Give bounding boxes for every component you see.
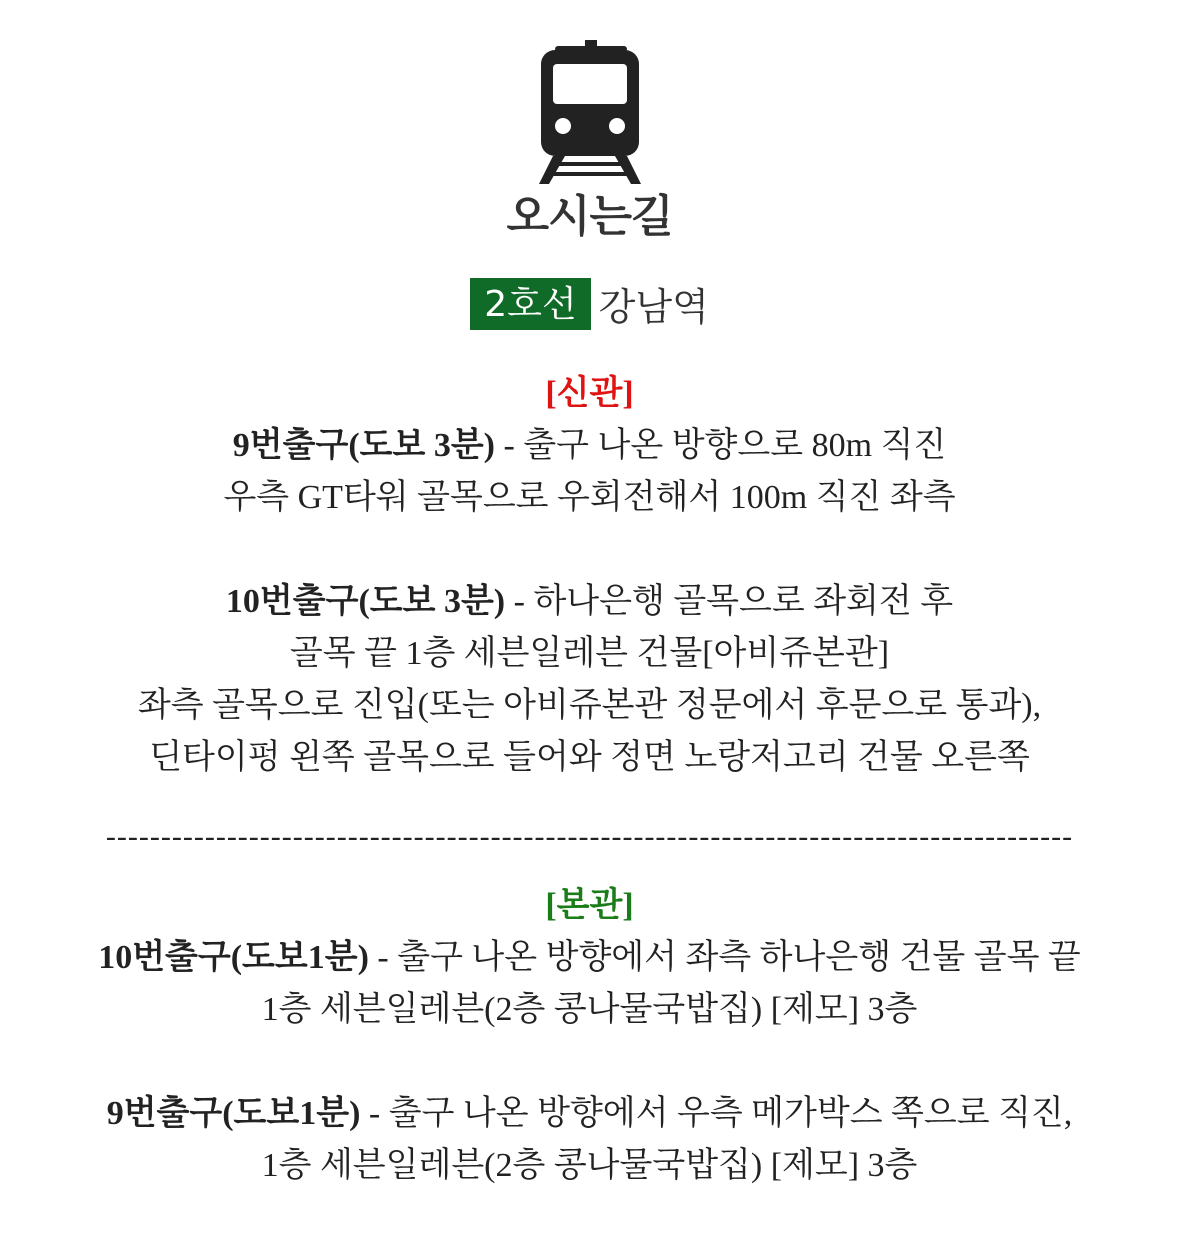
train-icon xyxy=(535,38,645,188)
exit-line xyxy=(0,932,1179,984)
divider: ---------------------------------------------------------------------------------------- xyxy=(105,820,1074,853)
exit-label: 9번출구(도보1분) xyxy=(106,1095,361,1132)
exit-label: 10번출구(도보1분) xyxy=(98,939,369,976)
exit-line xyxy=(0,576,1179,628)
main-building-section xyxy=(0,880,1179,1192)
exit-desc: 1층 세븐일레븐(2층 콩나물국밥집) [제모] 3층 xyxy=(261,1147,918,1184)
exit-label: 9번출구(도보 3분) xyxy=(232,427,495,464)
exit-desc: 골목 끝 1층 세븐일레븐 건물[아비쥬본관] xyxy=(289,635,890,672)
new-building-section xyxy=(0,368,1179,784)
exit-desc: - 출구 나온 방향에서 우측 메가박스 쪽으로 직진, xyxy=(368,1095,1073,1132)
exit-line xyxy=(0,420,1179,472)
exit-desc: - 출구 나온 방향에서 좌측 하나은행 건물 골목 끝 xyxy=(377,939,1081,976)
exit-desc: 딘타이펑 왼쪽 골목으로 들어와 정면 노랑저고리 건물 오른쪽 xyxy=(149,739,1030,776)
exit-label: 10번출구(도보 3분) xyxy=(225,583,506,620)
page-title: 오시는길 xyxy=(506,191,673,242)
exit-desc: 1층 세븐일레븐(2층 콩나물국밥집) [제모] 3층 xyxy=(261,991,918,1028)
exit-desc: 좌측 골목으로 진입(또는 아비쥬본관 정문에서 후문으로 통과), xyxy=(137,687,1042,724)
station-name: 강남역 xyxy=(598,285,709,329)
subway-line-row xyxy=(0,276,1179,331)
main-building-heading: [본관] xyxy=(545,887,634,924)
exit-line xyxy=(0,1088,1179,1140)
new-building-heading: [신관] xyxy=(545,375,634,412)
exit-desc: - 출구 나온 방향으로 80m 직진 xyxy=(503,427,947,464)
exit-desc: - 하나은행 골목으로 좌회전 후 xyxy=(513,583,954,620)
line-badge: 2호선 xyxy=(470,278,590,330)
exit-desc: 우측 GT타워 골목으로 우회전해서 100m 직진 좌측 xyxy=(223,479,956,516)
